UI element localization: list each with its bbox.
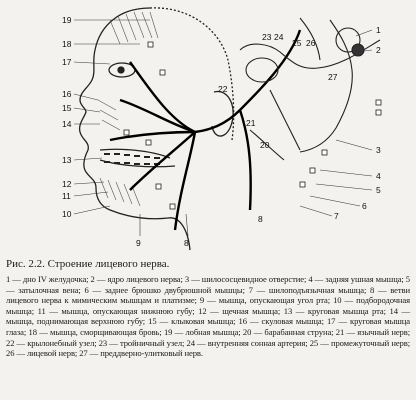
label-9: 9 [136, 238, 141, 248]
label-19: 19 [62, 15, 72, 25]
label-7: 7 [334, 211, 339, 221]
figure-caption: Рис. 2.2. Строение лицевого нерва. [6, 258, 170, 270]
muscle-hatching [98, 12, 158, 206]
label-6: 6 [362, 201, 367, 211]
label-15: 15 [62, 103, 72, 113]
label-2: 2 [376, 45, 381, 55]
label-26: 26 [306, 38, 316, 48]
label-18: 18 [62, 39, 72, 49]
label-8-right: 8 [258, 214, 263, 224]
label-25: 25 [292, 38, 302, 48]
label-11: 11 [62, 191, 71, 201]
label-22: 22 [218, 84, 228, 94]
label-13: 13 [62, 155, 72, 165]
label-1: 1 [376, 25, 381, 35]
caption-block [6, 258, 410, 359]
label-21: 21 [246, 118, 256, 128]
figure-legend: 1 — дно IV желудочка; 2 — ядро лицевого нерва; 3 — шилососцевидное отверстие; 4 — задняя ушная мышца; 5 — затылочная вена; 6 — заднее брюшко двубрюшной мышцы; 7 — шилоподъязычная мышца; 8 — ветви лицевого нерва к мимическим мышцам и платизме; 9 — мышца, опускающая угол рта; 10 — подбородочная мышца; 11 — мышца, опускающая нижнюю губу; 12 — щечная мышца; 13 — круговая мышца рта; 14 — мышца, поднимающая верхнюю губу; 15 — клыковая мышца; 16 — скуловая мышца; 17 — круговая мышца глаза; 18 — мышца, сморщивающая бровь; 19 — лобная мышца; 20 — барабанная струна; 21 — язычный нерв; 22 — крылонебный узел; 23 — тройничный узел; 24 — внутренняя сонная артерия; 25 — промежуточный нерв; 26 — лицевой нерв; 27 — преддверно-улитковый нерв. [6, 274, 410, 359]
label-16: 16 [62, 89, 72, 99]
label-24: 24 [274, 32, 284, 42]
label-20: 20 [260, 140, 270, 150]
label-14: 14 [62, 119, 72, 129]
label-4: 4 [376, 171, 381, 181]
label-12: 12 [62, 179, 72, 189]
label-5: 5 [376, 185, 381, 195]
label-10: 10 [62, 209, 72, 219]
label-23: 23 [262, 32, 272, 42]
label-17: 17 [62, 57, 72, 67]
label-27: 27 [328, 72, 338, 82]
lead-lines [74, 20, 372, 236]
label-3: 3 [376, 145, 381, 155]
label-8-left: 8 [184, 238, 189, 248]
